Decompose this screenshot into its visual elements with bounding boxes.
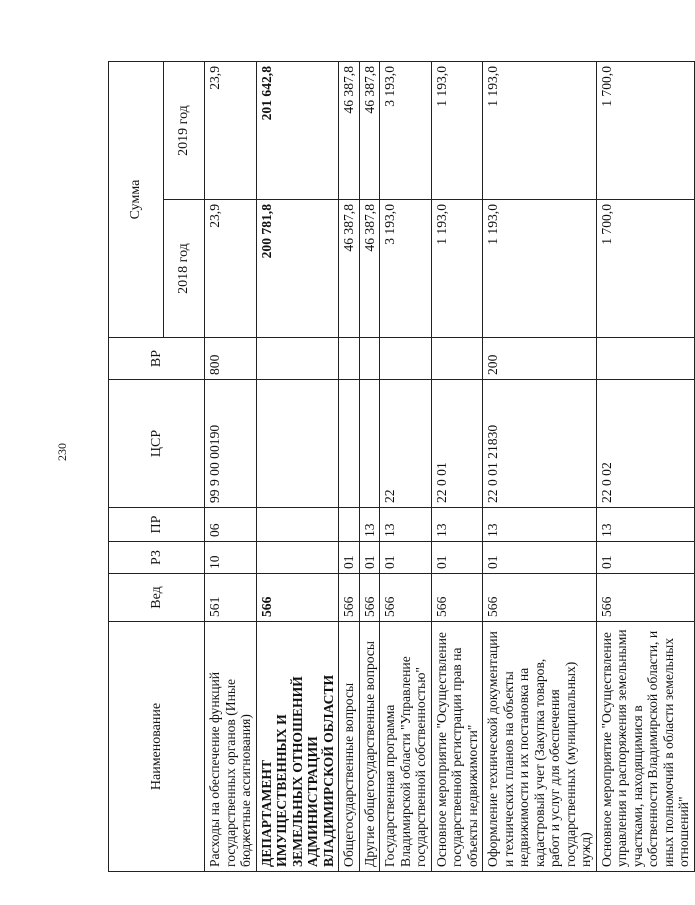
cell-name: Основное мероприятие "Осуществление государственной регистрации прав на объекты недвижимости" — [431, 622, 483, 872]
header-vr: ВР — [109, 338, 205, 380]
table-row — [483, 62, 597, 872]
page-number: 230 — [55, 443, 69, 461]
table-row — [205, 62, 257, 872]
cell-y2019: 201 642,8 — [256, 62, 339, 200]
cell-vr: 200 — [483, 338, 597, 380]
cell-vr — [596, 338, 694, 380]
cell-csr: 99 9 00 00190 — [205, 380, 257, 508]
cell-rz: 01 — [483, 542, 597, 574]
cell-pr: 13 — [431, 508, 483, 542]
table-row — [339, 62, 360, 872]
cell-rz: 10 — [205, 542, 257, 574]
header-rz: РЗ — [109, 542, 205, 574]
cell-name: Общегосударственные вопросы — [339, 622, 360, 872]
cell-pr: 13 — [359, 508, 380, 542]
cell-ved: 566 — [256, 574, 339, 622]
cell-y2019: 3 193,0 — [380, 62, 432, 200]
cell-name: ДЕПАРТАМЕНТ ИМУЩЕСТВЕННЫХ И ЗЕМЕЛЬНЫХ ОТНОШЕНИЙ АДМИНИСТРАЦИИ ВЛАДИМИРСКОЙ ОБЛАСТИ — [256, 622, 339, 872]
cell-ved: 566 — [483, 574, 597, 622]
cell-y2019: 46 387,8 — [359, 62, 380, 200]
rotated-table-container — [108, 62, 691, 872]
cell-csr: 22 0 01 — [431, 380, 483, 508]
cell-pr: 13 — [483, 508, 597, 542]
cell-y2018: 46 387,8 — [359, 200, 380, 338]
cell-rz — [256, 542, 339, 574]
header-year-2018: 2018 год — [164, 200, 205, 338]
cell-vr — [380, 338, 432, 380]
cell-ved: 566 — [359, 574, 380, 622]
table-row — [359, 62, 380, 872]
cell-y2018: 46 387,8 — [339, 200, 360, 338]
cell-name: Основное мероприятие "Осуществление управления и распоряжения земельными участками, находящимися в собственности Владимирской области, и иных полномочий в области земельных отношений" — [596, 622, 694, 872]
cell-vr — [431, 338, 483, 380]
cell-vr — [256, 338, 339, 380]
cell-y2018: 1 193,0 — [483, 200, 597, 338]
header-sum: Сумма — [109, 62, 164, 338]
header-pr: ПР — [109, 508, 205, 542]
cell-pr: 06 — [205, 508, 257, 542]
cell-ved: 566 — [431, 574, 483, 622]
cell-rz: 01 — [380, 542, 432, 574]
cell-y2018: 1 193,0 — [431, 200, 483, 338]
cell-name: Государственная программа Владимирской области "Управление государственной собственностью" — [380, 622, 432, 872]
cell-csr: 22 0 01 21830 — [483, 380, 597, 508]
cell-rz: 01 — [431, 542, 483, 574]
table-row — [431, 62, 483, 872]
cell-y2018: 3 193,0 — [380, 200, 432, 338]
cell-csr — [339, 380, 360, 508]
cell-csr: 22 0 02 — [596, 380, 694, 508]
cell-y2019: 1 193,0 — [483, 62, 597, 200]
table-row — [380, 62, 432, 872]
cell-pr — [339, 508, 360, 542]
cell-ved: 566 — [596, 574, 694, 622]
budget-table — [108, 61, 695, 872]
cell-y2018: 1 700,0 — [596, 200, 694, 338]
cell-csr — [256, 380, 339, 508]
cell-y2018: 200 781,8 — [256, 200, 339, 338]
cell-ved: 566 — [380, 574, 432, 622]
cell-y2019: 46 387,8 — [339, 62, 360, 200]
cell-pr — [256, 508, 339, 542]
table-row — [256, 62, 339, 872]
cell-name: Оформление технической документации и технических планов на объекты недвижимости и их постановка на кадастровый учет (Закупка товаров, работ и услуг для обеспечения государственных (муниципальных) нужд) — [483, 622, 597, 872]
cell-csr — [359, 380, 380, 508]
cell-pr: 13 — [596, 508, 694, 542]
header-csr: ЦСР — [109, 380, 205, 508]
cell-rz: 01 — [359, 542, 380, 574]
header-name: Наименование — [109, 622, 205, 872]
cell-vr — [359, 338, 380, 380]
cell-name: Другие общегосударственные вопросы — [359, 622, 380, 872]
cell-rz: 01 — [339, 542, 360, 574]
cell-y2019: 1 193,0 — [431, 62, 483, 200]
cell-ved: 561 — [205, 574, 257, 622]
cell-rz: 01 — [596, 542, 694, 574]
header-ved: Вед — [109, 574, 205, 622]
cell-vr — [339, 338, 360, 380]
cell-csr: 22 — [380, 380, 432, 508]
header-year-2019: 2019 год — [164, 62, 205, 200]
table-row — [596, 62, 694, 872]
cell-name: Расходы на обеспечение функций государственных органов (Иные бюджетные ассигнования) — [205, 622, 257, 872]
cell-pr: 13 — [380, 508, 432, 542]
cell-y2019: 23,9 — [205, 62, 257, 200]
cell-ved: 566 — [339, 574, 360, 622]
cell-y2018: 23,9 — [205, 200, 257, 338]
cell-vr: 800 — [205, 338, 257, 380]
cell-y2019: 1 700,0 — [596, 62, 694, 200]
